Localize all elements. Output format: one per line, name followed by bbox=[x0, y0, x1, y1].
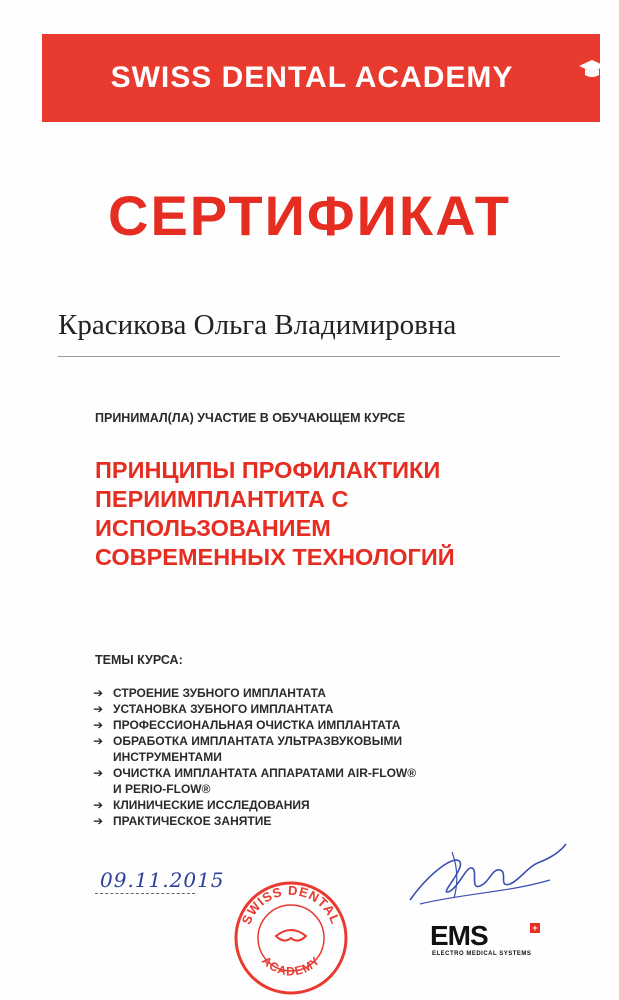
course-title-line: ПРИНЦИПЫ ПРОФИЛАКТИКИ bbox=[95, 457, 441, 483]
svg-text:ACADEMY: ACADEMY bbox=[259, 953, 323, 979]
ems-tagline: ELECTRO MEDICAL SYSTEMS bbox=[432, 951, 532, 957]
course-title bbox=[95, 456, 455, 572]
topic-item: ➔ УСТАНОВКА ЗУБНОГО ИМПЛАНТАТА bbox=[93, 702, 334, 716]
date-line bbox=[95, 893, 195, 894]
arrow-icon: ➔ bbox=[93, 718, 104, 732]
arrow-icon: ➔ bbox=[93, 766, 104, 780]
certificate-title: СЕРТИФИКАТ bbox=[108, 184, 511, 247]
arrow-icon: ➔ bbox=[93, 814, 104, 828]
topic-item-continuation: ИНСТРУМЕНТАМИ bbox=[113, 750, 222, 764]
topic-item-continuation: И PERIO-FLOW® bbox=[113, 782, 211, 796]
topic-item: ➔ ОБРАБОТКА ИМПЛАНТАТА УЛЬТРАЗВУКОВЫМИ bbox=[93, 734, 403, 748]
arrow-icon: ➔ bbox=[93, 734, 104, 748]
svg-text:SWISS DENTAL: SWISS DENTAL bbox=[238, 882, 344, 927]
arrow-icon: ➔ bbox=[93, 798, 104, 812]
topics-list bbox=[93, 685, 416, 829]
graduation-cap-icon bbox=[577, 58, 607, 80]
participation-text: ПРИНИМАЛ(ЛА) УЧАСТИЕ В ОБУЧАЮЩЕМ КУРСЕ bbox=[95, 411, 406, 425]
arrow-icon: ➔ bbox=[93, 702, 104, 716]
arrow-icon: ➔ bbox=[93, 686, 104, 700]
recipient-name: Красикова Ольга Владимировна bbox=[58, 309, 457, 341]
topic-item: ➔ ОЧИСТКА ИМПЛАНТАТА АППАРАТАМИ AIR-FLOW® bbox=[93, 766, 417, 780]
course-title-line: ПЕРИИМПЛАНТИТА С bbox=[95, 486, 349, 512]
course-title-line: ИСПОЛЬЗОВАНИЕМ bbox=[95, 515, 331, 541]
academy-name: SWISS DENTAL ACADEMY bbox=[110, 61, 514, 94]
topics-heading: ТЕМЫ КУРСА: bbox=[95, 653, 183, 667]
academy-banner bbox=[42, 34, 600, 122]
course-title-line: СОВРЕМЕННЫХ ТЕХНОЛОГИЙ bbox=[95, 544, 455, 570]
academy-stamp bbox=[226, 876, 356, 996]
topic-item: ➔ СТРОЕНИЕ ЗУБНОГО ИМПЛАНТАТА bbox=[93, 686, 326, 700]
handwritten-date: 09.11.2015 bbox=[100, 868, 225, 892]
name-underline bbox=[58, 356, 560, 357]
swiss-cross-icon: + bbox=[530, 923, 540, 933]
ems-logo: EMS bbox=[430, 920, 488, 951]
handwritten-signature bbox=[400, 832, 570, 912]
topic-item: ➔ ПРАКТИЧЕСКОЕ ЗАНЯТИЕ bbox=[93, 814, 272, 828]
topic-item: ➔ ПРОФЕССИОНАЛЬНАЯ ОЧИСТКА ИМПЛАНТАТА bbox=[93, 718, 401, 732]
topic-item: ➔ КЛИНИЧЕСКИЕ ИССЛЕДОВАНИЯ bbox=[93, 798, 310, 812]
